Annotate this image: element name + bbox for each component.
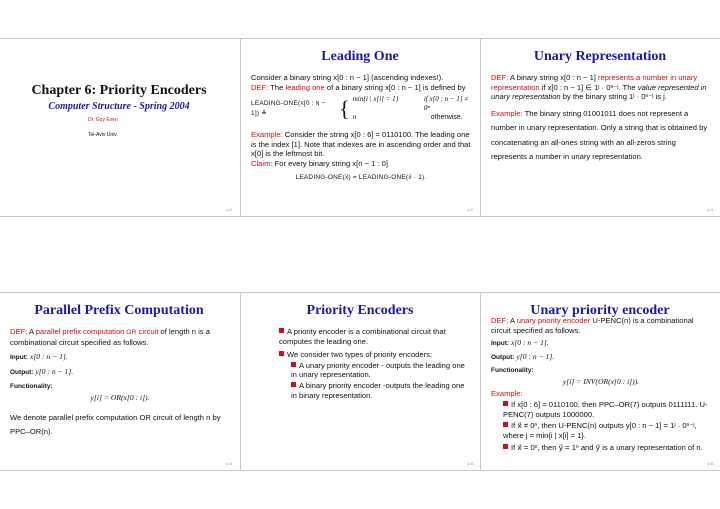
input-spec: Input: x[0 : n − 1].	[491, 338, 549, 348]
claim: Claim: For every binary string x[n − 1 : 0]	[251, 158, 388, 168]
def-label: DEF:	[491, 316, 509, 325]
list-item: We consider two types of priority encoders:	[279, 350, 471, 360]
def-term: leading one	[285, 82, 325, 92]
example-label: Example:	[491, 108, 523, 118]
chapter-title: Chapter 6: Priority Encoders	[31, 83, 207, 98]
bullet-icon	[503, 444, 508, 449]
slide-priority-encoders	[241, 293, 479, 469]
example-label: Example:	[491, 388, 523, 398]
def-label: DEF:	[251, 82, 269, 92]
functionality-formula: y[i] = OR(x[0 : i]).	[90, 392, 150, 402]
slide-leading-one	[241, 39, 479, 215]
brace: {	[339, 95, 350, 121]
example: Example: The binary string 01001011 does not represent a number in unary representation. Only a string that is obtained by concatenating an all-ones string with an all-zeros string represents a number in unary representation.	[491, 108, 708, 162]
claim-label: Claim:	[251, 158, 273, 168]
definition: DEF: A binary string x[0 : n − 1] represents a number in unary representation if x[0 : n − 1] ∈ 1ʲ · 0ⁿ⁻ʲ. The value represented in unary representation by the binary string 1ʲ · 0ⁿ⁻ʲ is j.	[491, 73, 707, 102]
def-label: DEF:	[10, 327, 28, 336]
slide-title-priority-encoders: Priority Encoders	[306, 303, 414, 318]
def-term-2: value represented in unary representation	[491, 82, 707, 102]
page-number: p.2	[467, 207, 473, 212]
def-term-2: circuit	[138, 327, 159, 336]
affiliation: Tel-Aviv Univ.	[88, 132, 118, 138]
bullet-icon	[279, 328, 284, 333]
course-subtitle: Computer Structure - Spring 2004	[48, 101, 190, 112]
slide-body	[491, 73, 711, 171]
definition: DEF: A parallel prefix computation OR circuit of length n is a combinational circuit specified as follows.	[10, 327, 210, 347]
functionality-label: Functionality:	[491, 367, 534, 375]
intro-text: Consider a binary string x[0 : n − 1] (ascending indexes!).	[251, 73, 444, 82]
slide-title	[0, 39, 238, 215]
functionality-formula: y[i] = INV(OR(x[0 : i])).	[562, 376, 640, 386]
bullet-icon	[503, 422, 508, 427]
output-spec: Output: y[0 : n − 1].	[10, 366, 74, 376]
formula-cases: min{i | x[i] = 1} if x[0 : n − 1] ≠ 0ⁿ n otherwise.	[352, 95, 469, 122]
example-list	[503, 400, 711, 452]
definition: DEF: The leading one of a binary string x[0 : n − 1] is defined by	[251, 82, 466, 92]
definition: DEF: A unary priority encoder U-PENC(n) is a combinational circuit specified as follows.	[491, 316, 694, 335]
slide-parallel-prefix	[0, 293, 238, 469]
page-number: p.1	[226, 207, 232, 212]
page-number: p.5	[467, 461, 473, 466]
page-number: p.4	[226, 461, 232, 466]
slide-title-unary-representation: Unary Representation	[533, 49, 667, 64]
bullet-icon	[291, 362, 296, 367]
slide-unary-priority-encoder	[481, 293, 719, 469]
bullet-list	[279, 327, 471, 400]
slide-title-leading-one: Leading One	[321, 49, 399, 64]
bullet-icon	[291, 382, 296, 387]
output-spec: Output: y[0 : n − 1].	[491, 351, 555, 361]
slide-body	[279, 327, 471, 404]
def-term: parallel prefix computation	[35, 327, 125, 336]
bottom-divider	[0, 470, 720, 471]
list-item: If x⃗ = 0ⁿ, then y⃗ = 1ⁿ and y⃗ is a unary representation of n.	[503, 443, 711, 453]
list-item: If x[0 : 6] = 0110100, then PPC–OR(7) outputs 0111111. U-PENC(7) outputs 1000000.	[503, 400, 708, 419]
list-item: If x⃗ ≠ 0ⁿ, then U-PENC(n) outputs y[0 : n − 1] = 1ʲ · 0ⁿ⁻ʲ, where j = min{i | x[i] = 1}.	[503, 421, 697, 440]
def-term: unary priority encoder	[516, 316, 591, 325]
functionality-label: Functionality:	[10, 383, 53, 391]
bullet-icon	[279, 351, 284, 356]
leading-one-formula	[251, 95, 471, 122]
slide-unary-representation	[481, 39, 719, 215]
page-number: p.6	[707, 461, 713, 466]
list-item: A priority encoder is a combinational circuit that computes the leading one.	[279, 327, 446, 346]
slide-body	[10, 327, 230, 445]
slide-title-unary-priority-encoder: Unary priority encoder	[530, 303, 670, 318]
example-label: Example:	[251, 130, 283, 140]
def-label: DEF:	[491, 73, 509, 82]
example: Example: Consider the string x[0 : 6] = 0110100. The leading one is the index [1]. Note that indexes are in ascending order and that x[0] is the leftmost bit.	[251, 130, 471, 159]
claim-formula: LEADING-ONE(x⃗) = LEADING-ONE(x⃗ · 1).	[295, 173, 427, 181]
def-term: represents a number in unary representation	[491, 73, 698, 92]
sub-list-item: A unary priority encoder - outputs the leading one in unary representation.	[291, 360, 465, 380]
sub-list-item: A binary priority encoder -outputs the leading one in binary representation.	[291, 380, 465, 400]
slide-body	[251, 73, 471, 182]
formula-lhs: LEADING-ONE(x[0 : n − 1]) ≜	[251, 100, 326, 117]
bullet-icon	[503, 401, 508, 406]
slide-body	[491, 316, 711, 456]
input-spec: Input: x[0 : n − 1].	[10, 352, 68, 362]
middle-divider-1	[0, 216, 720, 217]
page-number: p.3	[707, 207, 713, 212]
author-name: Dr. Guy Even	[88, 117, 118, 123]
denote-text: We denote parallel prefix computation OR circuit of length n by PPC–OR(n).	[10, 412, 221, 436]
slide-title-parallel-prefix: Parallel Prefix Computation	[34, 303, 204, 318]
